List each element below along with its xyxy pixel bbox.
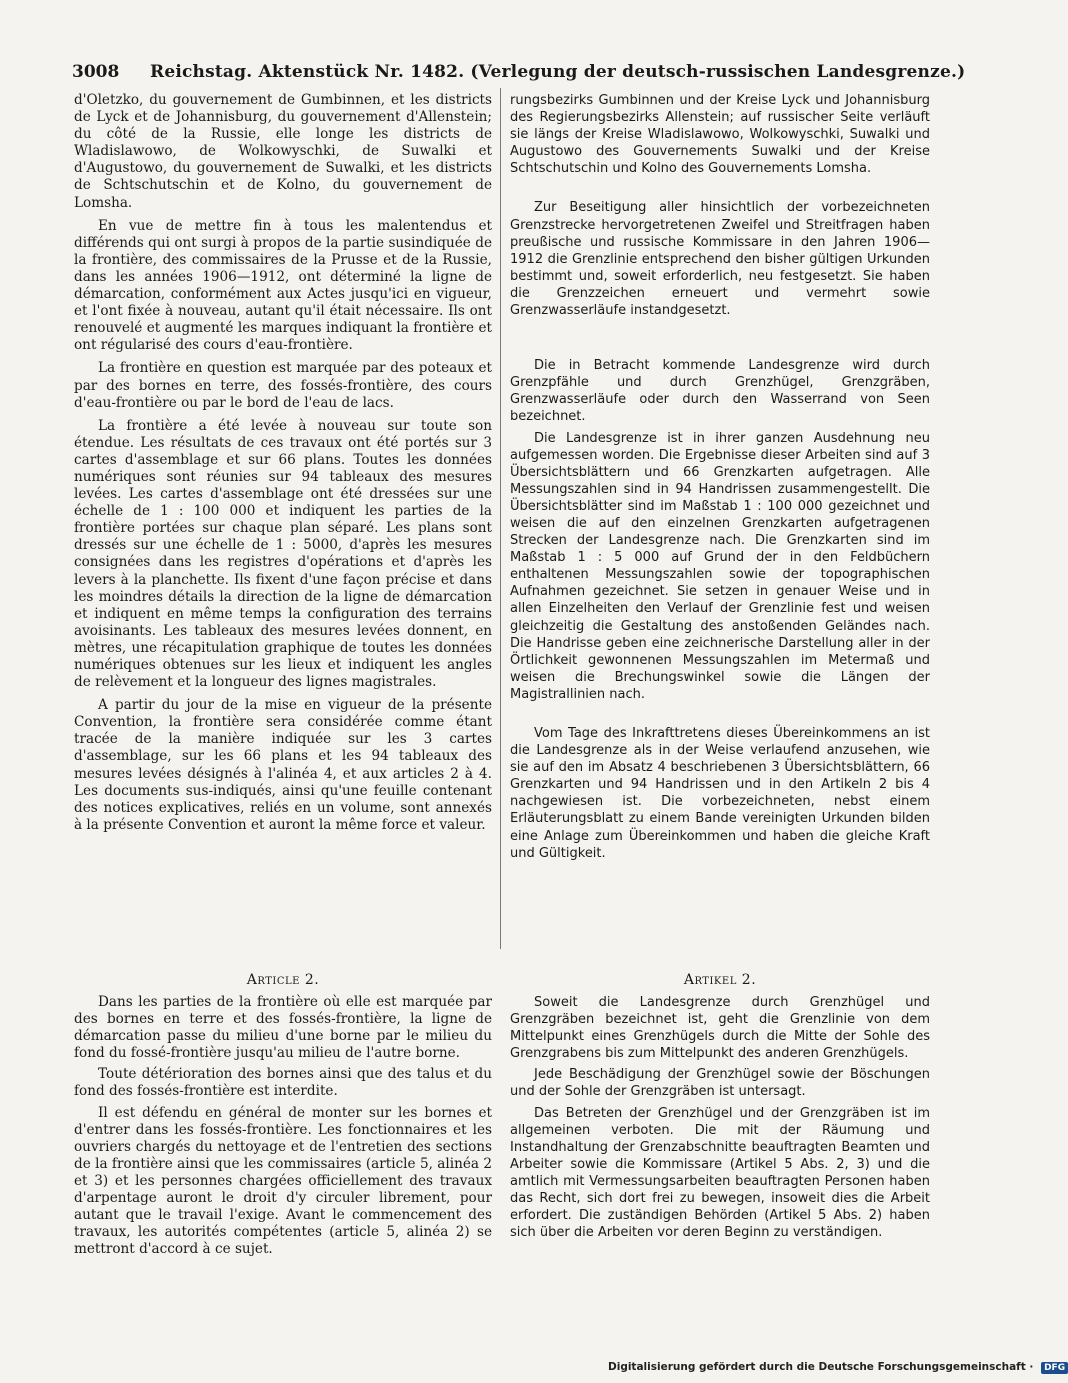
paragraph: En vue de mettre fin à tous les malentendus et différends qui ont surgi à propos de la partie susindiquée de la frontière, des commissaires de la Prusse et de la Russie, dans les années 1906—1912, ont déterminé la ligne de démarcation, conformément aux Actes jusqu'ici en vigueur, et l'ont fixée à nouveau, autant qu'il était nécessaire. Ils ont renouvelé et augmenté les marques indiquant la frontière et ont régularisé des cours d'eau-frontière. — [74, 217, 492, 354]
paragraph: A partir du jour de la mise en vigueur de la présente Convention, la frontière sera considérée comme étant tracée de la manière indiquée sur les 3 cartes d'assemblage, sur les 66 plans et les 94 tableaux des mesures levées désignés à l'alinéa 4, et aux articles 2 à 4. Les documents sus-indiqués, ainsi qu'une feuille contenant des notices explicatives, reliés en un volume, sont annexés à la présente Convention et auront la même force et valeur. — [74, 697, 492, 833]
paragraph: rungsbezirks Gumbinnen und der Kreise Lyck und Johannisburg des Regierungsbezirks Allenstein; auf russischer Seite verläuft sie längs der Kreise Wladislawowo, Wolkowyschki, Suwalki und Augustowo des Gouvernements Suwalki und der Kreise Schtschutschin und Kolno des Gouvernements Lomsha. — [510, 93, 930, 177]
paragraph: Dans les parties de la frontière où elle est marquée par des bornes en terre et des fossés-frontière, la ligne de démarcation passe du milieu d'une borne par le milieu du fond du fossé-frontière jusqu'au milieu de l'autre borne. — [74, 994, 492, 1062]
paragraph: Zur Beseitigung aller hinsichtlich der vorbezeichneten Grenzstrecke hervorgetretenen Zweifel und Streitfragen haben preußische und russische Kommissare in den Jahren 1906—1912 die Grenzlinie entsprechend den bisher gültigen Urkunden bestimmt und, soweit erforderlich, neu festgesetzt. Sie haben die Grenzzeichen erneuert und vermehrt sowie Grenzwasserläufe instandgesetzt. — [510, 200, 930, 319]
footer-text: Digitalisierung gefördert durch die Deutsche Forschungsgemeinschaft — [608, 1361, 1026, 1373]
footer: Digitalisierung gefördert durch die Deutsche Forschungsgemeinschaft · DFG — [608, 1361, 984, 1374]
paragraph: Jede Beschädigung der Grenzhügel sowie der Böschungen und der Sohle der Grenzgräben ist untersagt. — [510, 1067, 930, 1100]
dfg-logo: DFG — [1041, 1362, 1068, 1374]
paragraph: Il est défendu en général de monter sur les bornes et d'entrer dans les fossés-frontière. Les fonctionnaires et les ouvriers chargés du nettoyage et de l'entretien des sections de la frontière ainsi que les commissaires (article 5, alinéa 2 et 3) et les personnes chargées officiellement des travaux d'arpentage auront le droit d'y circuler librement, pour autant que le travail l'exige. Avant le commencement des travaux, les autorités compétentes (article 5, alinéa 2) se mettront d'accord à ce sujet. — [74, 1104, 492, 1258]
french-article — [74, 994, 492, 1258]
paragraph: d'Oletzko, du gouvernement de Gumbinnen, et les districts de Lyck et de Johannisburg, du gouvernement d'Allenstein; du côté de la Russie, elle longe les districts de Wladislawowo, de Wolkowyschki, de Suwalki et d'Augustowo, du gouvernement de Suwalki, et les districts de Schtschutschin et de Kolno, du gouvernement de Lomsha. — [74, 92, 492, 211]
french-intro — [74, 92, 492, 834]
paragraph: Die in Betracht kommende Landesgrenze wird durch Grenzpfähle und durch Grenzhügel, Grenzgräben, Grenzwasserläufe oder durch den Wasserrand von Seen bezeichnet. — [510, 358, 930, 425]
paragraph: La frontière en question est marquée par des poteaux et par des bornes en terre, des fossés-frontière, des cours d'eau-frontière ou par le bord de l'eau de lacs. — [74, 360, 492, 411]
article-heading-fr: Article 2. — [246, 972, 320, 988]
german-intro — [510, 92, 930, 862]
paragraph: Soweit die Landesgrenze durch Grenzhügel und Grenzgräben bezeichnet ist, geht die Grenzlinie von dem Mittelpunkt eines Grenzhügels durch die Mitte der Sohle des Grenzgrabens bis zum Mittelpunkt des anderen Grenzhügels. — [510, 995, 930, 1062]
page-number: 3008 — [72, 62, 120, 82]
paragraph: Toute détérioration des bornes ainsi que des talus et du fond des fossés-frontière est interdite. — [74, 1066, 492, 1100]
running-head: Reichstag. Aktenstück Nr. 1482. (Verlegung der deutsch-russischen Landesgrenze.) — [150, 62, 966, 82]
paragraph: Das Betreten der Grenzhügel und der Grenzgräben ist im allgemeinen verboten. Die mit der Räumung und Instandhaltung der Grenzabschnitte beauftragten Beamten und Arbeiter sowie die Kommissare (Artikel 5 Abs. 2, 3) und die amtlich mit Vermessungsarbeiten beauftragten Personen haben das Recht, sich dort frei zu bewegen, insoweit dies die Arbeit erfordert. Die zuständigen Behörden (Artikel 5 Abs. 2) haben sich über die Arbeiten vor deren Beginn zu verständigen. — [510, 1105, 930, 1241]
page-header — [72, 62, 966, 86]
german-article — [510, 994, 930, 1241]
paragraph: Vom Tage des Inkrafttretens dieses Übereinkommens an ist die Landesgrenze als in der Weise verlaufend anzusehen, wie sie auf den im Absatz 4 beschriebenen 3 Übersichtsblättern, 66 Grenzkarten und 94 Handrissen und in den Artikeln 2 bis 4 nachgewiesen ist. Die vorbezeichneten, nebst einem Erläuterungsblatt zu einem Bande vereinigten Urkunden bilden eine Anlage zum Übereinkommen und haben die gleiche Kraft und Gültigkeit. — [510, 726, 930, 861]
article-heading-de: Artikel 2. — [683, 972, 757, 988]
column-divider — [500, 88, 501, 949]
paragraph: La frontière a été levée à nouveau sur toute son étendue. Les résultats de ces travaux ont été portés sur 3 cartes d'assemblage et sur 66 plans. Toutes les données numériques sont réunies sur 94 tableaux des mesures levées. Les cartes d'assemblage ont été dressées sur une échelle de 1 : 100 000 et indiquent les parties de la frontière portées sur chaque plan séparé. Les plans sont dressés sur une échelle de 1 : 5000, d'après les mesures consignées dans les registres d'opérations et d'après les levers à la planchette. Ils fixent d'une façon précise et dans les moindres détails la direction de la ligne de démarcation et indiquent en même temps la configuration des terrains avoisinants. Les tableaux des mesures levées donnent, en mètres, une récapitulation graphique de toutes les données numériques obtenues sur les lieux et indiquent les angles de relèvement et la longueur des lignes magistrales. — [74, 417, 492, 691]
paragraph: Die Landesgrenze ist in ihrer ganzen Ausdehnung neu aufgemessen worden. Die Ergebnisse dieser Arbeiten sind auf 3 Übersichtsblättern und 66 Grenzkarten aufgetragen. Alle Messungszahlen sind in 94 Handrissen zusammengestellt. Die Übersichtsblätter sind im Maßstab 1 : 100 000 gezeichnet und weisen die auf den einzelnen Grenzkarten aufgetragenen Strecken der Landesgrenze nach. Die Grenzkarten sind im Maßstab 1 : 5 000 auf Grund der in den Feldbüchern enthaltenen Messungszahlen sowie der topographischen Aufnahmen gezeichnet. Sie setzen in genauer Weise und in allen Einzelheiten den Verlauf der Grenzlinie fest und weisen gleichzeitig die Gestaltung des anstoßenden Geländes nach. Die Handrisse geben eine zeichnerische Darstellung aller in der Örtlichkeit gewonnenen Messungszahlen im Metermaß und weisen die Brechungswinkel sowie die Längen der Magistrallinien nach. — [510, 430, 930, 702]
